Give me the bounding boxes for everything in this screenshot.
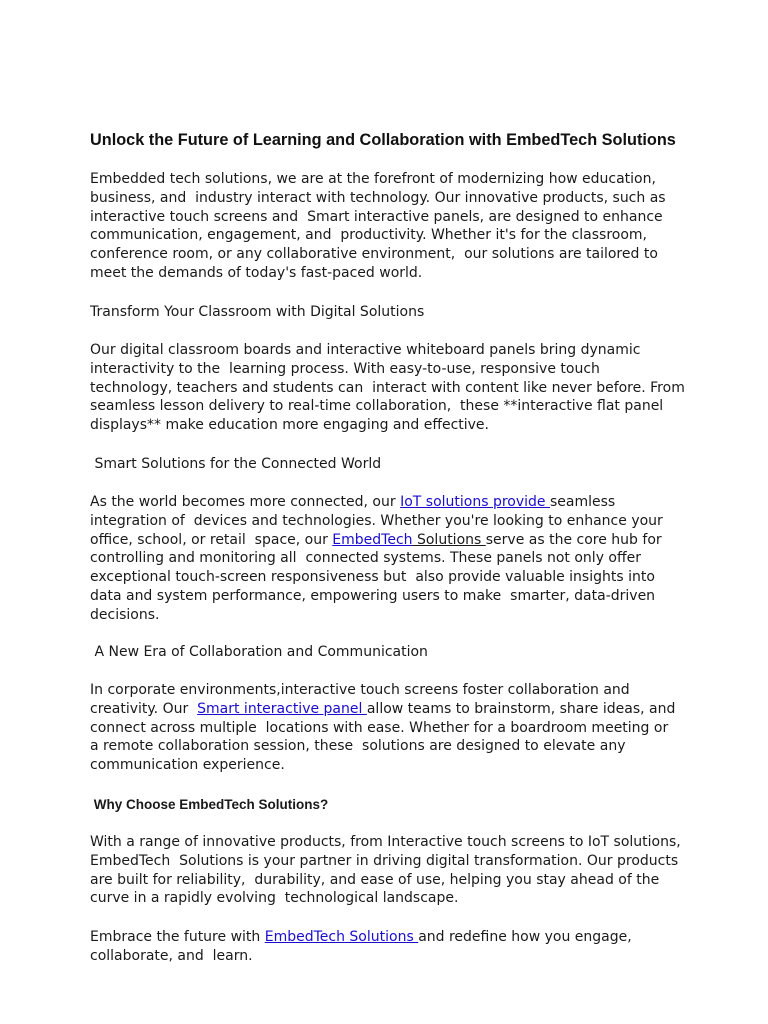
text-run: seamless (549, 494, 616, 510)
intro-line: interactive touch screens and Smart interactive panels, are designed to enhance (90, 208, 663, 225)
intro-line: Embedded tech solutions, we are at the forefront of modernizing how education, (90, 171, 656, 187)
iot-solutions-link[interactable]: IoT solutions provide (400, 494, 550, 510)
classroom-line: displays** make education more engaging and effective. (90, 417, 489, 434)
text-run-underlined: Solutions (412, 531, 486, 548)
text-run: As the world becomes more connected, our (90, 494, 401, 510)
section-heading-connected: Smart Solutions for the Connected World (90, 456, 382, 472)
section-heading-collaboration: A New Era of Collaboration and Communication (90, 644, 428, 660)
connected-line: decisions. (90, 606, 160, 623)
embedtech-link[interactable]: EmbedTech (332, 531, 413, 548)
closing-line: collaborate, and learn. (90, 947, 253, 964)
embedtech-solutions-link[interactable]: EmbedTech Solutions (264, 929, 419, 945)
why-choose-line: With a range of innovative products, from Interactive touch screens to IoT solutions, (90, 834, 681, 850)
classroom-line: Our digital classroom boards and interactive whiteboard panels bring dynamic (90, 342, 641, 358)
connected-line (90, 531, 690, 550)
closing-line (90, 928, 690, 947)
text-run: allow teams to brainstorm, share ideas, and (366, 700, 676, 717)
connected-line: controlling and monitoring all connected systems. These panels not only offer (90, 550, 642, 567)
connected-line: data and system performance, empowering users to make smarter, data-driven (90, 587, 656, 604)
collaboration-line: In corporate environments,interactive touch screens foster collaboration and (90, 682, 630, 698)
text-run: Embrace the future with (90, 929, 265, 945)
intro-line: meet the demands of today's fast-paced world. (90, 264, 423, 281)
connected-line: exceptional touch-screen responsiveness but also provide valuable insights into (90, 569, 655, 586)
collaboration-paragraph (90, 681, 690, 775)
connected-paragraph (90, 493, 690, 625)
text-run: serve as the core hub for (485, 531, 662, 548)
why-choose-line: curve in a rapidly evolving technological landscape. (90, 890, 459, 907)
section-heading-classroom: Transform Your Classroom with Digital Solutions (90, 304, 425, 320)
section-heading-why-choose: Why Choose EmbedTech Solutions? (90, 797, 329, 812)
classroom-paragraph (90, 341, 690, 435)
classroom-line: seamless lesson delivery to real-time collaboration, these **interactive flat panel (90, 398, 664, 415)
intro-line: business, and industry interact with technology. Our innovative products, such as (90, 189, 666, 206)
connected-line: integration of devices and technologies. Whether you're looking to enhance your (90, 512, 663, 529)
collaboration-line: communication experience. (90, 757, 285, 774)
page-title: Unlock the Future of Learning and Collaboration with EmbedTech Solutions (90, 131, 676, 149)
text-run: and redefine how you engage, (418, 929, 632, 945)
closing-paragraph (90, 928, 690, 966)
why-choose-line: EmbedTech Solutions is your partner in driving digital transformation. Our products (90, 852, 679, 869)
intro-paragraph (90, 170, 690, 283)
connected-line (90, 493, 690, 512)
classroom-line: technology, teachers and students can interact with content like never before. From (90, 379, 685, 396)
collaboration-line: a remote collaboration session, these solutions are designed to elevate any (90, 738, 626, 755)
collaboration-line (90, 700, 690, 719)
classroom-line: interactivity to the learning process. With easy-to-use, responsive touch (90, 360, 600, 377)
collaboration-line: connect across multiple locations with ease. Whether for a boardroom meeting or (90, 719, 669, 736)
text-run: office, school, or retail space, our (90, 531, 333, 548)
text-run: creativity. Our (90, 700, 198, 717)
why-choose-line: are built for reliability, durability, and ease of use, helping you stay ahead of the (90, 871, 660, 888)
intro-line: communication, engagement, and productivity. Whether it's for the classroom, (90, 227, 647, 244)
smart-interactive-panel-link[interactable]: Smart interactive panel (197, 700, 367, 717)
why-choose-paragraph (90, 833, 690, 908)
intro-line: conference room, or any collaborative environment, our solutions are tailored to (90, 246, 658, 263)
